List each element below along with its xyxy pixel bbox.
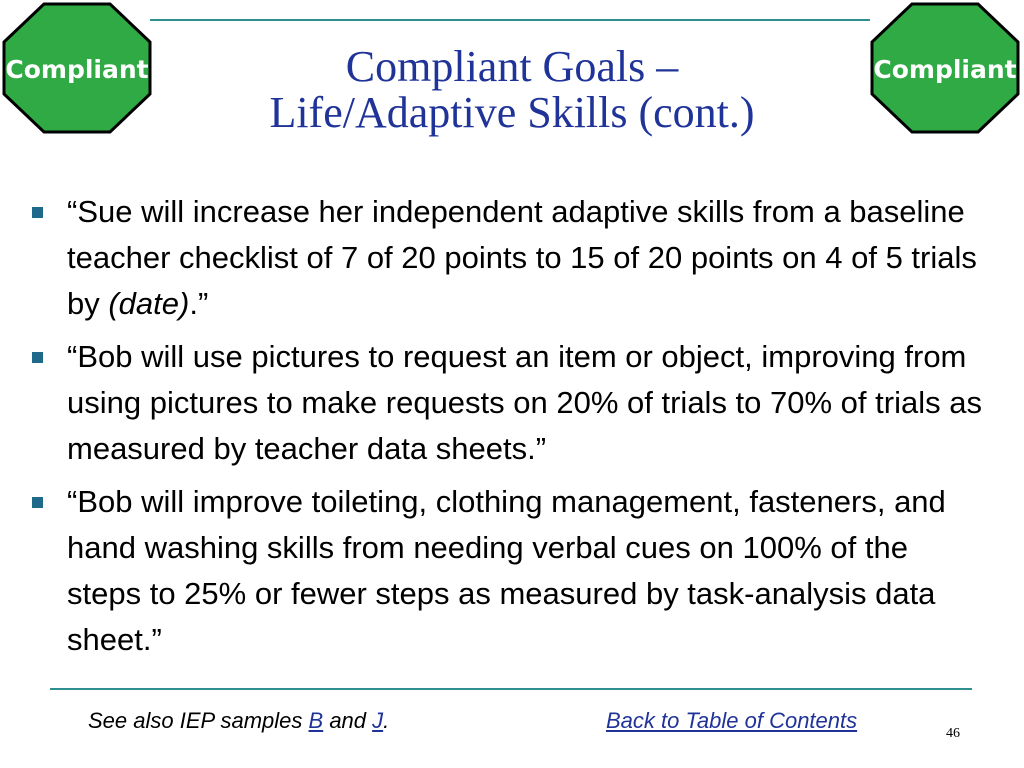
square-bullet-icon <box>32 207 43 218</box>
bullet-text-end: .” <box>189 286 209 321</box>
bullet-item <box>30 189 990 327</box>
period-text: . <box>383 708 390 733</box>
iep-sample-j-link[interactable]: J <box>372 708 384 733</box>
title-line-1: Compliant Goals – <box>345 42 679 91</box>
back-to-toc-link[interactable]: Back to Table of Contents <box>606 708 858 733</box>
bullet-item <box>30 334 990 472</box>
see-also-note <box>88 708 389 734</box>
iep-sample-b-link[interactable]: B <box>308 708 324 733</box>
square-bullet-icon <box>32 352 43 363</box>
square-bullet-icon <box>32 497 43 508</box>
title-line-2: Life/Adaptive Skills (cont.) <box>269 88 755 137</box>
bullet-list <box>30 189 990 670</box>
compliant-badge-right <box>870 2 1020 134</box>
octagon-icon <box>870 2 1020 134</box>
and-text: and <box>323 708 373 733</box>
bullet-text: “Bob will use pictures to request an item or object, improving from using pictures to make requests on 20% of trials to 70% of trials as measured by teacher data sheets.” <box>67 339 982 466</box>
bullet-item <box>30 479 990 663</box>
page-number: 46 <box>946 726 960 741</box>
bullet-date-placeholder: (date) <box>108 286 190 321</box>
slide-title <box>190 44 834 136</box>
badge-label: Compliant <box>5 55 149 84</box>
bullet-text: “Sue will increase her independent adaptive skills from a baseline teacher checklist of 7 of 20 points to 15 of 20 points on 4 of 5 trials by <box>67 194 977 321</box>
badge-label: Compliant <box>873 55 1017 84</box>
bullet-text: “Bob will improve toileting, clothing management, fasteners, and hand washing skills from needing verbal cues on 100% of the steps to 25% or fewer steps as measured by task-analysis data sheet.” <box>67 484 946 657</box>
top-divider <box>150 19 870 21</box>
octagon-icon <box>2 2 152 134</box>
bottom-divider <box>50 688 972 690</box>
see-also-text: See also IEP samples <box>88 708 309 733</box>
compliant-badge-left <box>2 2 152 134</box>
